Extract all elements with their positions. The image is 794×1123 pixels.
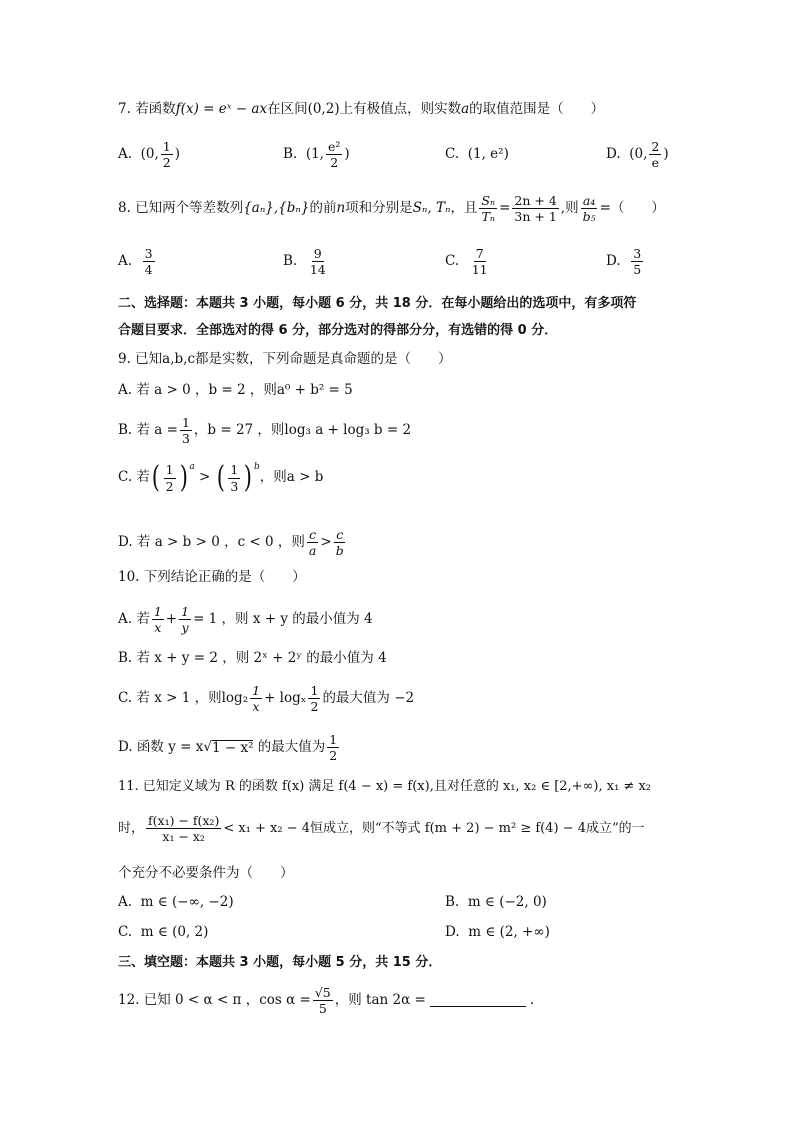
q7-option-b [283,140,350,169]
option-text: D. 函数 y = x [118,738,204,755]
option-text-2: + logₓ [264,689,307,706]
q11-line3: 个充分不必要条件为（ ） [118,865,294,881]
numerator: 3 [144,246,153,261]
denominator: x [154,620,162,636]
denominator: 4 [144,262,153,278]
answer-blank[interactable] [430,994,526,1007]
q7-text: 若函数 [135,101,176,117]
q8-option-c [445,247,492,276]
fraction [470,247,490,276]
numerator: e² [327,139,341,154]
q7-option-d [606,140,669,169]
q7-text-4: 的取值范围是（ ） [469,101,605,117]
option-text: A. 若 [118,610,150,627]
numerator: 9 [313,246,322,261]
option-text: C. 若 [118,469,150,486]
q11-option-b [445,896,547,910]
denominator: 3 [181,431,190,447]
fraction [180,416,192,445]
fraction [308,684,320,713]
option-left: (0, [629,145,648,162]
fraction [649,140,661,169]
numerator: √5 [314,985,331,1000]
option-text-2: 的最大值为 [257,738,326,755]
fraction [307,528,318,557]
q7-stem [118,103,604,117]
fraction [143,247,155,276]
option-right: ) [174,145,181,162]
q9-stem: 9. 已知a,b,c都是实数，下列命题是真命题的是（ ） [118,351,452,367]
option-label: A. [118,252,133,269]
denominator: b₅ [582,209,596,225]
q7-var: a [461,101,470,117]
option-label: D. [606,145,621,162]
q10-stem: 10. 下列结论正确的是（ ） [118,569,306,585]
fraction [250,684,262,713]
q7-function: f(x) = eˣ − ax [175,101,268,117]
q10-option-c [118,684,414,713]
q8-text-5: ,则 [560,199,579,216]
numerator: c [336,527,344,542]
option-left: (1, [305,145,324,162]
denominator: 2 [310,699,319,715]
fraction [327,733,339,762]
option-text-2: ，b = 27 ，则log₃ a + log₃ b = 2 [193,421,412,438]
numerator: f(x₁) − f(x₂) [148,813,220,828]
denominator: x₁ − x₂ [162,829,205,845]
numerator: 1 [153,604,162,619]
option-label: A. [118,894,133,910]
q7-text-2: 在区间 [267,101,308,117]
denominator: b [335,543,344,559]
denominator: a [308,543,317,559]
left-paren: ( [216,460,225,495]
q7-option-c [445,148,509,162]
option-text: B. 若 a = [118,421,178,438]
numerator: 7 [475,246,484,261]
numerator: 1 [230,462,239,478]
option-label: C. [445,252,460,269]
q7-text-3: 上有极值点，则实数 [339,101,462,117]
q7-interval: (0,2) [307,101,340,117]
option-text: m ∈ (0, 2) [140,924,209,940]
denominator: 11 [471,262,488,278]
fraction [161,140,173,169]
option-right: ) [663,145,669,162]
option-text-3: 的最大值为 −2 [322,689,415,706]
gt-sign: > [199,469,211,486]
denominator: 5 [318,1001,327,1017]
option-text: m ∈ (2, +∞) [468,924,550,940]
fraction [479,194,497,223]
numerator: 3 [633,246,642,261]
option-left: (0, [140,145,159,162]
q8-option-a [118,247,157,276]
denominator: Tₙ [481,209,495,225]
q12-text: 12. 已知 0 < α < π ，cos α = [118,991,311,1008]
numerator: Sₙ [481,193,496,208]
denominator: 14 [309,262,326,278]
q9-option-a: A. 若 a > 0 ，b = 2 ，则a⁰ + b² = 5 [118,382,353,398]
option-text: m ∈ (−2, 0) [467,894,547,910]
q12-text-2: ，则 tan 2α = [334,991,426,1008]
numerator: c [309,527,317,542]
option-label: C. [118,924,133,940]
denominator: 3n + 1 [514,209,557,225]
q11-option-a [118,896,234,910]
fraction [179,605,191,634]
numerator: 1 [162,139,171,154]
option-label: A. [118,145,133,162]
q11-line1: 11. 已知定义域为 R 的函数 f(x) 满足 f(4 − x) = f(x),且对任意的 x₁, x₂ ∈ [2,+∞), x₁ ≠ x₂ [118,779,651,794]
denominator: 2 [329,748,338,764]
denominator: 2 [330,155,339,171]
q8-sums: Sₙ, Tₙ [412,199,451,216]
q7-number: 7. [118,101,131,117]
exponent: b [254,462,260,472]
q11-option-c [118,926,208,940]
option-text: C. 若 x > 1 ，则log₂ [118,689,249,706]
fraction [308,247,328,276]
fraction [152,605,164,634]
option-label: B. [445,894,460,910]
q12-stem [118,986,534,1015]
q8-number: 8. [118,199,131,216]
q11-text-2: < x₁ + x₂ − 4恒成立，则“不等式 f(m + 2) − m² ≥ f(4) − 4成立”的一 [223,821,645,837]
option-label: B. [283,145,298,162]
numerator: 1 [252,683,261,698]
option-text-2: = 1 ，则 x + y 的最小值为 4 [193,610,373,627]
q9-option-b [118,416,411,445]
right-paren: ) [179,460,188,495]
option-text-2: ，则a > b [259,469,324,486]
section-2-line1: 二、选择题：本题共 3 小题，每小题 6 分，共 18 分．在每小题给出的选项中，有多项符 [118,296,637,311]
numerator: 1 [310,683,319,698]
numerator: 1 [165,462,174,478]
exponent: a [189,462,195,472]
option-label: C. [445,146,460,162]
option-right: ) [344,145,350,162]
fraction [228,463,240,492]
numerator: a₄ [582,193,596,208]
q8-text-4: ，且 [450,199,478,216]
q10-option-a [118,605,373,634]
denominator: 5 [633,262,642,278]
q9-option-c [118,460,324,495]
q7-option-a [118,140,180,169]
fraction [581,194,598,223]
q8-option-b [283,247,330,276]
q8-option-d [606,247,645,276]
equals-sign: = [499,199,511,216]
option-text: (1, e²) [467,146,509,162]
fraction [631,247,643,276]
q12-end: . [529,991,535,1008]
sqrt-content: 1 − x² [211,739,254,756]
q11-option-d [445,926,550,940]
option-text: m ∈ (−∞, −2) [140,894,234,910]
option-label: D. [445,924,460,940]
left-paren: ( [151,460,160,495]
q8-text: 已知两个等差数列 [135,199,244,216]
q9-option-d [118,528,348,557]
denominator: e [651,155,660,171]
q8-end: =（ ） [599,199,665,216]
fraction [326,140,342,169]
q8-n: n [336,199,346,216]
numerator: 2 [651,139,660,154]
denominator: x [252,699,260,715]
option-label: B. [283,252,298,269]
denominator: 2 [162,155,171,171]
fraction [146,814,221,843]
denominator: y [181,620,189,636]
option-text: D. 若 a > b > 0 ，c < 0 ，则 [118,533,305,550]
section-2-line2: 合题目要求．全部选对的得 6 分，部分选对的得部分分，有选错的得 0 分． [118,323,558,338]
numerator: 1 [181,415,190,430]
section-3-heading: 三、填空题：本题共 3 小题，每小题 5 分，共 15 分． [118,955,442,970]
fraction [334,528,346,557]
denominator: 3 [230,478,239,494]
sqrt-sign: √ [203,738,212,755]
gt-sign: > [320,533,332,550]
q11-line2 [118,814,645,843]
option-label: D. [606,252,621,269]
q11-text: 时， [118,821,145,837]
fraction [164,463,176,492]
q8-seqs: {aₙ},{bₙ} [243,199,310,216]
denominator: 2 [165,478,174,494]
q10-option-b: B. 若 x + y = 2 ，则 2ˣ + 2ʸ 的最小值为 4 [118,650,387,666]
q8-stem [118,194,665,223]
numerator: 2n + 4 [514,193,557,208]
numerator: 1 [329,732,338,747]
q10-option-d [118,733,341,762]
q8-text-3: 项和分别是 [345,199,413,216]
fraction [512,194,558,223]
q8-text-2: 的前 [309,199,337,216]
plus-sign: + [165,610,178,627]
numerator: 1 [181,604,190,619]
right-paren: ) [244,460,253,495]
fraction [313,986,333,1015]
